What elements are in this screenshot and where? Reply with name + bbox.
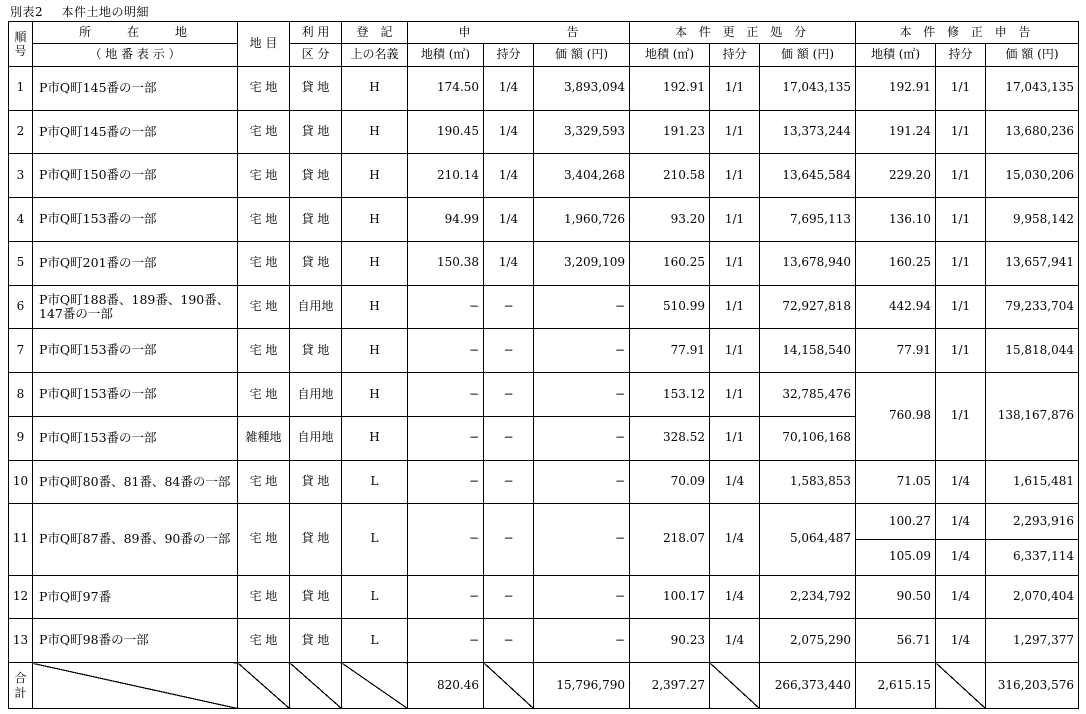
header-chimoku: 地 目	[238, 22, 290, 67]
row-k-price: 13,645,584	[760, 154, 856, 198]
row-location: P市Q町201番の一部	[33, 241, 238, 285]
row-k-price: 2,075,290	[760, 619, 856, 663]
caption-label: 別表2	[10, 5, 44, 19]
row-k-share: 1/1	[710, 373, 760, 417]
row-m-share: 1/1	[936, 329, 986, 373]
row-s-share: 1/4	[484, 241, 534, 285]
total-blank-s-share	[484, 663, 534, 709]
total-k-price: 266,373,440	[760, 663, 856, 709]
header-kosei: 本 件 更 正 処 分	[630, 22, 856, 44]
row-meigi: H	[342, 198, 408, 242]
table-row	[9, 110, 1079, 154]
table-row	[9, 66, 1079, 110]
row-number: 13	[9, 619, 33, 663]
row-s-area: −	[408, 619, 484, 663]
row-s-share: −	[484, 373, 534, 417]
row-meigi: H	[342, 373, 408, 417]
row-chimoku: 宅 地	[238, 110, 290, 154]
row-meigi: H	[342, 66, 408, 110]
row-s-share: −	[484, 619, 534, 663]
row-k-share: 1/4	[710, 619, 760, 663]
row-number: 10	[9, 460, 33, 504]
row-chimoku: 宅 地	[238, 460, 290, 504]
row-k-price: 1,583,853	[760, 460, 856, 504]
row-m-price: 2,293,916	[986, 504, 1079, 540]
row-s-share: −	[484, 285, 534, 329]
row-meigi: H	[342, 416, 408, 460]
total-k-area: 2,397.27	[630, 663, 710, 709]
table-row	[9, 373, 1079, 417]
total-blank-m-share	[936, 663, 986, 709]
row-number: 12	[9, 575, 33, 619]
row-number: 6	[9, 285, 33, 329]
row-k-price: 32,785,476	[760, 373, 856, 417]
header-m-share: 持分	[936, 44, 986, 66]
row-riyo: 自用地	[290, 416, 342, 460]
row-s-price: 3,329,593	[534, 110, 630, 154]
row-k-price: 5,064,487	[760, 504, 856, 575]
total-s-area: 820.46	[408, 663, 484, 709]
table-row	[9, 575, 1079, 619]
header-row-1	[9, 22, 1079, 44]
row-m-area-merged: 760.98	[856, 373, 936, 461]
row-m-price: 9,958,142	[986, 198, 1079, 242]
total-m-area: 2,615.15	[856, 663, 936, 709]
row-k-share: 1/4	[710, 460, 760, 504]
row-m-share: 1/4	[936, 460, 986, 504]
row-location: P市Q町145番の一部	[33, 66, 238, 110]
row-number: 3	[9, 154, 33, 198]
table-row	[9, 154, 1079, 198]
row-m-area: 191.24	[856, 110, 936, 154]
row-s-price: −	[534, 373, 630, 417]
row-number: 1	[9, 66, 33, 110]
total-blank-riyo	[290, 663, 342, 709]
row-number: 9	[9, 416, 33, 460]
row-s-share: 1/4	[484, 66, 534, 110]
row-meigi: L	[342, 575, 408, 619]
header-no: 順 号	[9, 22, 33, 67]
row-m-price: 15,030,206	[986, 154, 1079, 198]
row-k-price: 2,234,792	[760, 575, 856, 619]
row-s-area: −	[408, 460, 484, 504]
row-m-price: 1,615,481	[986, 460, 1079, 504]
row-riyo: 自用地	[290, 373, 342, 417]
row-s-price: 1,960,726	[534, 198, 630, 242]
row-s-area: −	[408, 329, 484, 373]
row-s-share: 1/4	[484, 110, 534, 154]
row-m-price: 17,043,135	[986, 66, 1079, 110]
row-m-price: 15,818,044	[986, 329, 1079, 373]
row-s-area: −	[408, 504, 484, 575]
row-s-price: −	[534, 329, 630, 373]
row-s-share: 1/4	[484, 154, 534, 198]
row-number: 2	[9, 110, 33, 154]
row-k-area: 192.91	[630, 66, 710, 110]
row-k-share: 1/1	[710, 241, 760, 285]
row-m-area: 160.25	[856, 241, 936, 285]
table-row	[9, 619, 1079, 663]
row-chimoku: 宅 地	[238, 198, 290, 242]
row-k-area: 153.12	[630, 373, 710, 417]
row-m-price-merged: 138,167,876	[986, 373, 1079, 461]
row-s-area: −	[408, 416, 484, 460]
row-m-share: 1/4	[936, 619, 986, 663]
row-s-price: −	[534, 460, 630, 504]
header-m-area: 地積 (㎡)	[856, 44, 936, 66]
row-s-share: 1/4	[484, 198, 534, 242]
row-k-price: 70,106,168	[760, 416, 856, 460]
header-k-area: 地積 (㎡)	[630, 44, 710, 66]
row-m-share-merged: 1/1	[936, 373, 986, 461]
table-row	[9, 241, 1079, 285]
row-riyo: 貸 地	[290, 66, 342, 110]
row-k-area: 77.91	[630, 329, 710, 373]
total-blank-chimoku	[238, 663, 290, 709]
header-riyo-bottom: 区 分	[290, 44, 342, 66]
header-shinkoku: 申 告	[408, 22, 630, 44]
row-k-area: 70.09	[630, 460, 710, 504]
row-location: P市Q町145番の一部	[33, 110, 238, 154]
row-s-price: 3,893,094	[534, 66, 630, 110]
row-m-share: 1/1	[936, 66, 986, 110]
row-location: P市Q町153番の一部	[33, 329, 238, 373]
row-s-area: −	[408, 285, 484, 329]
row-k-share: 1/1	[710, 154, 760, 198]
header-location-sub: （ 地 番 表 示 ）	[33, 44, 238, 66]
row-s-price: −	[534, 619, 630, 663]
row-number: 7	[9, 329, 33, 373]
row-meigi: L	[342, 619, 408, 663]
row-chimoku: 宅 地	[238, 619, 290, 663]
row-k-share: 1/1	[710, 198, 760, 242]
table-row	[9, 198, 1079, 242]
header-k-share: 持分	[710, 44, 760, 66]
table-row	[9, 504, 1079, 540]
row-s-area: 150.38	[408, 241, 484, 285]
row-k-price: 13,373,244	[760, 110, 856, 154]
row-meigi: L	[342, 504, 408, 575]
row-number: 4	[9, 198, 33, 242]
row-k-share: 1/1	[710, 110, 760, 154]
row-location: P市Q町150番の一部	[33, 154, 238, 198]
row-riyo: 貸 地	[290, 110, 342, 154]
row-k-area: 510.99	[630, 285, 710, 329]
total-blank-meigi	[342, 663, 408, 709]
row-riyo: 貸 地	[290, 619, 342, 663]
row-k-area: 328.52	[630, 416, 710, 460]
row-m-area: 100.27	[856, 504, 936, 540]
row-k-area: 210.58	[630, 154, 710, 198]
header-riyo-top: 利 用	[290, 22, 342, 44]
row-m-price: 13,657,941	[986, 241, 1079, 285]
row-chimoku: 宅 地	[238, 373, 290, 417]
row-s-area: −	[408, 373, 484, 417]
row-m-area: 77.91	[856, 329, 936, 373]
row-meigi: H	[342, 329, 408, 373]
row-k-area: 160.25	[630, 241, 710, 285]
row-location: P市Q町80番、81番、84番の一部	[33, 460, 238, 504]
row-location: P市Q町188番、189番、190番、147番の一部	[33, 285, 238, 329]
land-detail-table	[8, 21, 1079, 709]
row-m-share: 1/4	[936, 504, 986, 540]
total-label: 合 計	[9, 663, 33, 709]
row-m-price: 2,070,404	[986, 575, 1079, 619]
row-k-share: 1/4	[710, 575, 760, 619]
row-m-share: 1/4	[936, 539, 986, 575]
row-location: P市Q町153番の一部	[33, 373, 238, 417]
row-s-area: 210.14	[408, 154, 484, 198]
total-blank-loc	[33, 663, 238, 709]
row-location: P市Q町97番	[33, 575, 238, 619]
row-riyo: 貸 地	[290, 575, 342, 619]
row-riyo: 貸 地	[290, 198, 342, 242]
header-row-2	[9, 44, 1079, 66]
row-chimoku: 宅 地	[238, 575, 290, 619]
row-meigi: H	[342, 154, 408, 198]
table-row	[9, 329, 1079, 373]
row-s-share: −	[484, 575, 534, 619]
header-location: 所 在 地	[33, 22, 238, 44]
row-m-share: 1/1	[936, 285, 986, 329]
header-toki-top: 登 記	[342, 22, 408, 44]
row-riyo: 貸 地	[290, 241, 342, 285]
header-shusei: 本 件 修 正 申 告	[856, 22, 1079, 44]
row-k-share: 1/4	[710, 504, 760, 575]
row-meigi: H	[342, 241, 408, 285]
row-k-area: 191.23	[630, 110, 710, 154]
row-m-price: 13,680,236	[986, 110, 1079, 154]
total-row	[9, 663, 1079, 709]
row-k-share: 1/1	[710, 66, 760, 110]
total-m-price: 316,203,576	[986, 663, 1079, 709]
row-k-area: 93.20	[630, 198, 710, 242]
row-m-price: 1,297,377	[986, 619, 1079, 663]
row-s-price: 3,209,109	[534, 241, 630, 285]
row-chimoku: 宅 地	[238, 241, 290, 285]
row-s-price: −	[534, 575, 630, 619]
row-m-price: 79,233,704	[986, 285, 1079, 329]
row-chimoku: 宅 地	[238, 504, 290, 575]
row-m-area: 229.20	[856, 154, 936, 198]
row-s-area: 190.45	[408, 110, 484, 154]
row-m-share: 1/1	[936, 241, 986, 285]
row-number: 11	[9, 504, 33, 575]
row-s-share: −	[484, 416, 534, 460]
caption-title: 本件土地の明細	[61, 5, 149, 19]
row-chimoku: 雑種地	[238, 416, 290, 460]
row-chimoku: 宅 地	[238, 66, 290, 110]
row-k-price: 17,043,135	[760, 66, 856, 110]
row-chimoku: 宅 地	[238, 285, 290, 329]
row-meigi: H	[342, 285, 408, 329]
row-k-share: 1/1	[710, 285, 760, 329]
row-m-area: 105.09	[856, 539, 936, 575]
row-s-area: 94.99	[408, 198, 484, 242]
row-location: P市Q町153番の一部	[33, 416, 238, 460]
row-s-price: −	[534, 285, 630, 329]
row-location: P市Q町87番、89番、90番の一部	[33, 504, 238, 575]
total-s-price: 15,796,790	[534, 663, 630, 709]
header-k-price: 価 額 (円)	[760, 44, 856, 66]
row-s-area: 174.50	[408, 66, 484, 110]
row-riyo: 貸 地	[290, 329, 342, 373]
row-riyo: 貸 地	[290, 504, 342, 575]
row-s-price: 3,404,268	[534, 154, 630, 198]
row-m-area: 71.05	[856, 460, 936, 504]
row-riyo: 貸 地	[290, 154, 342, 198]
row-chimoku: 宅 地	[238, 154, 290, 198]
row-s-share: −	[484, 460, 534, 504]
row-s-price: −	[534, 504, 630, 575]
table-row	[9, 460, 1079, 504]
row-m-share: 1/1	[936, 154, 986, 198]
row-k-price: 7,695,113	[760, 198, 856, 242]
row-m-area: 442.94	[856, 285, 936, 329]
row-chimoku: 宅 地	[238, 329, 290, 373]
row-k-price: 14,158,540	[760, 329, 856, 373]
row-meigi: L	[342, 460, 408, 504]
total-blank-k-share	[710, 663, 760, 709]
row-k-area: 218.07	[630, 504, 710, 575]
row-riyo: 自用地	[290, 285, 342, 329]
header-toki-bottom: 上の名義	[342, 44, 408, 66]
row-k-price: 72,927,818	[760, 285, 856, 329]
row-m-share: 1/1	[936, 198, 986, 242]
header-s-price: 価 額 (円)	[534, 44, 630, 66]
row-s-share: −	[484, 504, 534, 575]
row-m-price: 6,337,114	[986, 539, 1079, 575]
row-m-area: 56.71	[856, 619, 936, 663]
header-s-share: 持分	[484, 44, 534, 66]
row-m-share: 1/4	[936, 575, 986, 619]
row-s-area: −	[408, 575, 484, 619]
header-m-price: 価 額 (円)	[986, 44, 1079, 66]
table-caption	[10, 3, 163, 20]
row-k-share: 1/1	[710, 416, 760, 460]
row-meigi: H	[342, 110, 408, 154]
row-s-share: −	[484, 329, 534, 373]
row-m-area: 192.91	[856, 66, 936, 110]
row-number: 8	[9, 373, 33, 417]
row-m-area: 136.10	[856, 198, 936, 242]
row-number: 5	[9, 241, 33, 285]
row-location: P市Q町153番の一部	[33, 198, 238, 242]
row-riyo: 貸 地	[290, 460, 342, 504]
row-location: P市Q町98番の一部	[33, 619, 238, 663]
row-k-area: 100.17	[630, 575, 710, 619]
table-row	[9, 285, 1079, 329]
row-m-area: 90.50	[856, 575, 936, 619]
row-m-share: 1/1	[936, 110, 986, 154]
header-s-area: 地積 (㎡)	[408, 44, 484, 66]
row-s-price: −	[534, 416, 630, 460]
row-k-area: 90.23	[630, 619, 710, 663]
row-k-price: 13,678,940	[760, 241, 856, 285]
row-k-share: 1/1	[710, 329, 760, 373]
